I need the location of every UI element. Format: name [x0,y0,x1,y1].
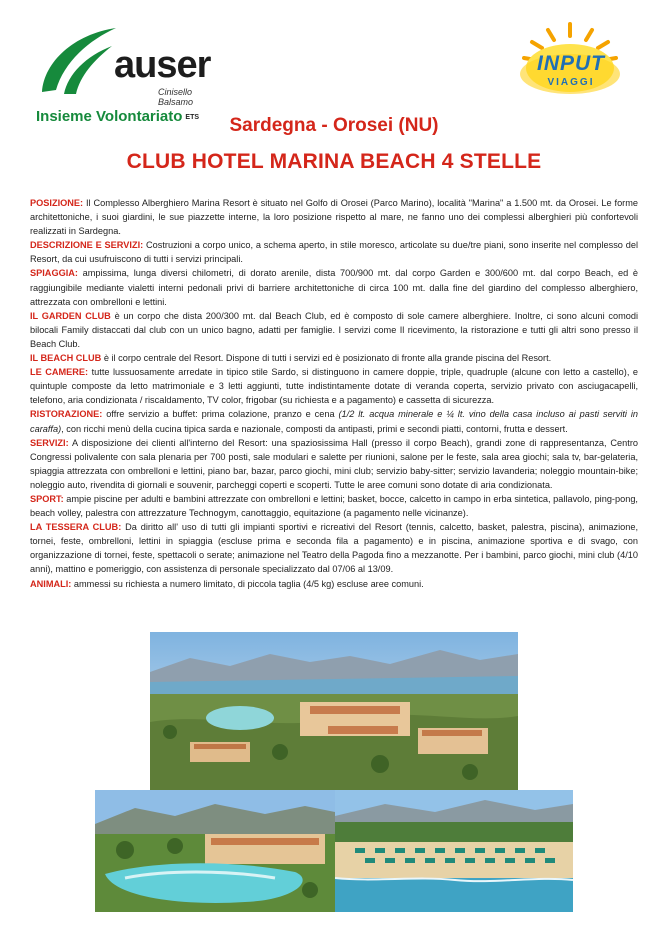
resort-aerial-photo [150,632,518,790]
section-text: tutte lussuosamente arredate in tipico stile Sardo, si distinguono in camere doppie, triple, quadruple (alcune con letto a castello), e quintuple composte da letto matrimoniale e 3 letti aggiunti, tutte indistintamente dotate di veranda coperta, servizio privato con asciugacapelli, telefono, aria condizionata / riscaldamento, TV color, frigobar (su richiesta e a pagamento) e cassetta di sicurezza. [30,367,638,406]
section-label: LA TESSERA CLUB: [30,522,122,533]
section-spiaggia [30,266,638,308]
section-text: A disposizione dei clienti all'interno del Resort: una spaziosissima Hall (presso il corpo Beach), grandi zone di rappresentanza, Centro Congressi polivalente con sala plenaria per 700 posti, sale modulari e salette per riunioni, salone per le feste, sala area giochi; sala tv, bar-gelateria, spiaggia attrezzata con ombrelloni e lettini, piano bar, bazar, parco giochi, mini club; servizio baby-sitter; servizio lavanderia; noleggio mountain-bike; noleggio auto, rivendita di giornali e souvenir, parcheggi coperti e scoperti. Tutte le aree comuni sono dotate di aria condizionata. [30,437,638,490]
section-label: SPIAGGIA: [30,268,78,279]
section-label: IL BEACH CLUB [30,353,102,364]
section-text: Il Complesso Alberghiero Marina Resort è situato nel Golfo di Orosei (Parco Marino), località "Marina" a 1.500 mt. da Orosei. Le forme architettoniche, i suoi giardini, le sue piazzette interne, la loro posizione rispetto al mare, ne fanno uno dei complessi alberghieri più confortevoli realizzati in Sardegna. [30,198,638,237]
auser-swoosh-icon [34,22,124,102]
section-beach-club [30,351,638,365]
section-text: è un corpo che dista 200/300 mt. dal Beach Club, ed è composto di sole camere alberghiere. Inoltre, ci sono alcuni comodi bilocali Family distaccati dal club con un unico bagno, adatti per famiglie. I servizi come Il ricevimento, la ristorazione e tutti gli altri sono presso il Beach Club. [30,310,639,349]
beach-umbrellas-photo [335,790,573,912]
section-animali [30,577,638,591]
section-text-continued: , con ricchi menù della cucina tipica sarda e nazionale, composti da antipasti, primi e secondi piatti, contorni, frutta e dessert. [61,423,568,434]
section-italic-note: (1/2 lt. acqua minerale e ¼ lt. vino della casa incluso ai pasti serviti in caraffa) [30,409,639,434]
section-label: DESCRIZIONE E SERVIZI: [30,240,144,251]
description-body [30,196,638,591]
section-text: Costruzioni a corpo unico, a schema aperto, in stile moresco, articolate su due/tre piani, sono inserite nel complesso del Resort, da cui usufruiscono di tutti i servizi principali. [30,240,638,265]
section-label: SERVIZI: [30,437,69,448]
section-posizione [30,196,638,238]
input-word: INPUT [537,52,605,75]
section-text: ampissima, lunga diversi chilometri, di dorato arenile, dista 700/900 mt. dal corpo Garden e 300/600 mt. dal corpo Beach, ed è raggiungibile mediante vialetti interni pedonali privi di barriere architettoniche di circa 100 mt. dalla fine del giardino del complesso alberghiero, attrezzata con ombrelloni e lettini. [30,268,638,307]
section-descrizione [30,238,638,266]
hotel-title: CLUB HOTEL MARINA BEACH 4 STELLE [126,150,542,173]
section-label: ANIMALI: [30,578,72,589]
input-sub: VIAGGI [547,77,595,88]
location-title: Sardegna - Orosei (NU) [229,115,439,136]
section-label: IL GARDEN CLUB [30,310,111,321]
auser-name: auser [114,44,211,86]
section-label: SPORT: [30,493,64,504]
auser-logo [34,20,224,125]
section-label: LE CAMERE: [30,367,89,378]
section-text: ampie piscine per adulti e bambini attrezzate con ombrelloni e lettini; basket, bocce, calcetto in campo in erba sintetica, pallavolo, ping-pong, beach volley, palestra con attrezzature Technogym, canottaggio, equitazione (a pagamento nelle vicinanze). [30,493,638,519]
section-text: Da diritto all' uso di tutti gli impianti sportivi e ricreativi del Resort (tennis, calcetto, basket, palestra, piscina), animazione, tornei, feste, ombrelloni, lettini in spiaggia (escluse prima e seconda fila a pagamento) e in piscina, animazione sportiva e di svago, con organizzazione di tornei, feste, spettacoli o serate; animazione nel Teatro della Pagoda fino a mezzanotte. Per i bambini, parco giochi, mini club (4/10 anni), mattino e pomeriggio, con assistenza di personale specializzato dal 07/06 al 13/09. [30,522,638,575]
section-text: ammessi su richiesta a numero limitato, di piccola taglia (4/5 kg) escluse aree comuni. [71,578,424,589]
section-text: offre servizio a buffet: prima colazione, pranzo e cena [102,409,339,420]
input-viaggi-logo [512,22,628,104]
section-label: POSIZIONE: [30,198,84,208]
section-text: è il corpo centrale del Resort. Dispone di tutti i servizi ed è posizionato di fronte alla grande piscina del Resort. [101,353,552,364]
section-camere [30,365,638,407]
auser-city: Cinisello Balsamo [158,87,194,107]
section-sport [30,492,638,520]
section-servizi [30,436,638,492]
section-tessera-club [30,520,638,576]
section-ristorazione [30,407,638,435]
section-garden-club [30,309,638,351]
auser-tagline-text: Insieme Volontariato [36,108,183,125]
auser-ets: ETS [185,113,200,121]
section-label: RISTORAZIONE: [30,409,103,420]
resort-pool-photo [95,790,335,912]
